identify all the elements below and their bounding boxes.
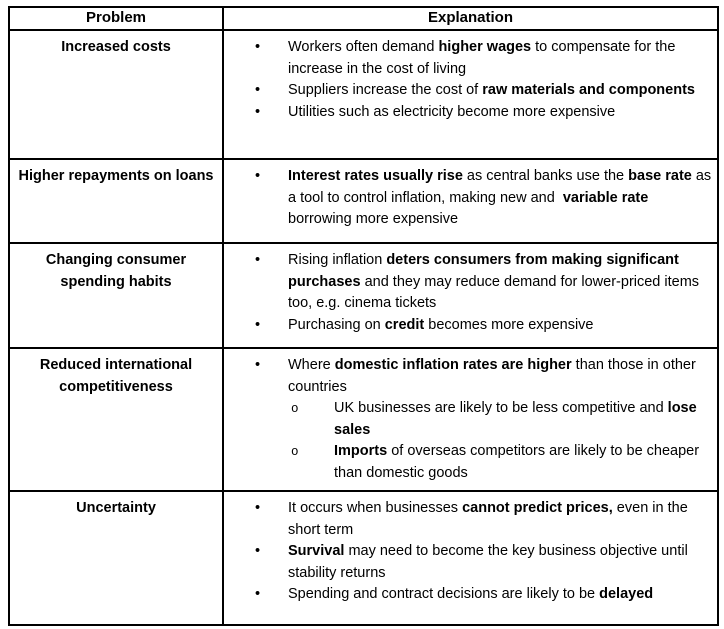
bullet-icon: • bbox=[255, 543, 261, 559]
bullet-text bbox=[288, 104, 615, 120]
text-segment: becomes more expensive bbox=[424, 316, 594, 333]
text-segment: as central banks use the bbox=[462, 168, 629, 184]
text-segment: lose sales bbox=[334, 400, 701, 438]
text-segment: Spending and contract decisions are likely to be bbox=[288, 586, 600, 602]
bullet-item bbox=[224, 80, 713, 102]
bullet-item bbox=[224, 315, 713, 337]
text-segment: to compensate for the increase in the cost of living bbox=[288, 39, 680, 77]
text-segment: Rising inflation bbox=[288, 252, 387, 268]
text-segment: Where bbox=[288, 357, 335, 373]
text-segment: of overseas competitors are likely to be cheaper than domestic goods bbox=[334, 443, 704, 481]
text-segment: Suppliers increase the cost of bbox=[288, 82, 483, 98]
text-segment: domestic inflation rates are higher bbox=[334, 357, 572, 373]
table-row bbox=[9, 159, 718, 243]
problem-cell bbox=[9, 243, 223, 348]
bullet-icon: • bbox=[255, 82, 261, 98]
table-row bbox=[9, 491, 718, 625]
problem-label: Changing consumer spending habits bbox=[45, 252, 187, 290]
text-segment: Interest rates usually rise bbox=[288, 168, 463, 184]
bullet-item bbox=[224, 498, 713, 541]
text-segment: as a tool to control inflation, making new and bbox=[288, 168, 716, 206]
table-row bbox=[9, 348, 718, 491]
text-segment: variable rate bbox=[558, 189, 649, 206]
header-explanation: Explanation bbox=[223, 7, 718, 30]
text-segment: It occurs when businesses bbox=[288, 500, 463, 516]
text-segment: higher wages bbox=[438, 39, 532, 55]
problem-cell bbox=[9, 30, 223, 159]
bullet-item bbox=[224, 102, 713, 124]
bullet-icon: • bbox=[255, 39, 261, 55]
text-segment: even in the short term bbox=[288, 500, 692, 538]
text-segment: Utilities such as electricity become more expensive bbox=[288, 103, 616, 120]
bullet-item bbox=[224, 355, 713, 398]
text-segment: base rate bbox=[628, 168, 692, 184]
sub-bullet-item bbox=[224, 441, 713, 484]
bullet-text bbox=[288, 82, 695, 98]
explanation-cell bbox=[223, 348, 718, 491]
bullet-text bbox=[288, 317, 593, 333]
text-segment: UK businesses are likely to be less competitive and bbox=[334, 400, 668, 416]
explanation-cell bbox=[223, 243, 718, 348]
bullet-text bbox=[334, 400, 701, 438]
text-segment: may need to become the key business objective until stability returns bbox=[288, 543, 692, 581]
bullet-item bbox=[224, 541, 713, 584]
text-segment: Purchasing on bbox=[288, 316, 385, 333]
explanation-cell bbox=[223, 30, 718, 159]
bullet-item bbox=[224, 584, 713, 606]
explanation-cell bbox=[223, 491, 718, 625]
bullet-item bbox=[224, 166, 716, 231]
bullet-text bbox=[288, 252, 703, 311]
header-problem: Problem bbox=[9, 7, 223, 30]
problem-label: Higher repayments on loans bbox=[18, 168, 214, 184]
problem-cell bbox=[9, 491, 223, 625]
circle-bullet-icon: o bbox=[291, 402, 299, 416]
bullet-text bbox=[334, 443, 703, 481]
text-segment: Survival bbox=[288, 543, 345, 559]
bullet-icon: • bbox=[255, 316, 261, 333]
text-segment: deters consumers from making significant purchases bbox=[288, 252, 683, 290]
text-segment: delayed bbox=[599, 586, 654, 602]
text-segment: borrowing more expensive bbox=[288, 189, 657, 227]
text-segment: Workers often demand bbox=[288, 39, 439, 55]
problem-label: Reduced international competitiveness bbox=[39, 357, 193, 395]
table-row bbox=[9, 243, 718, 348]
bullet-item bbox=[224, 250, 713, 315]
bullet-icon: • bbox=[255, 357, 261, 373]
text-segment: cannot predict prices, bbox=[462, 500, 613, 516]
text-segment: raw materials and components bbox=[482, 82, 695, 98]
text-segment: than those in other countries bbox=[288, 357, 700, 395]
header-row bbox=[9, 7, 718, 30]
bullet-text bbox=[288, 586, 653, 602]
bullet-item bbox=[224, 37, 713, 80]
bullet-text bbox=[288, 543, 692, 581]
problem-cell bbox=[9, 348, 223, 491]
problem-label: Increased costs bbox=[61, 39, 171, 55]
bullet-text bbox=[288, 39, 679, 77]
bullet-icon: • bbox=[255, 103, 261, 120]
bullet-text bbox=[288, 500, 692, 538]
text-segment: and they may reduce demand for lower-priced items too, e.g. cinema tickets bbox=[288, 273, 704, 311]
problem-label: Uncertainty bbox=[76, 500, 156, 516]
inflation-problems-table bbox=[8, 6, 719, 626]
circle-bullet-icon: o bbox=[291, 445, 299, 459]
bullet-text bbox=[288, 357, 700, 395]
bullet-text bbox=[288, 168, 715, 227]
bullet-icon: • bbox=[255, 586, 261, 602]
text-segment: Imports bbox=[334, 443, 388, 459]
text-segment: credit bbox=[384, 316, 425, 333]
problem-cell bbox=[9, 159, 223, 243]
sub-bullet-item bbox=[224, 398, 713, 441]
explanation-cell bbox=[223, 159, 718, 243]
table-row bbox=[9, 30, 718, 159]
bullet-icon: • bbox=[255, 252, 261, 268]
bullet-icon: • bbox=[255, 168, 261, 184]
bullet-icon: • bbox=[255, 500, 261, 516]
